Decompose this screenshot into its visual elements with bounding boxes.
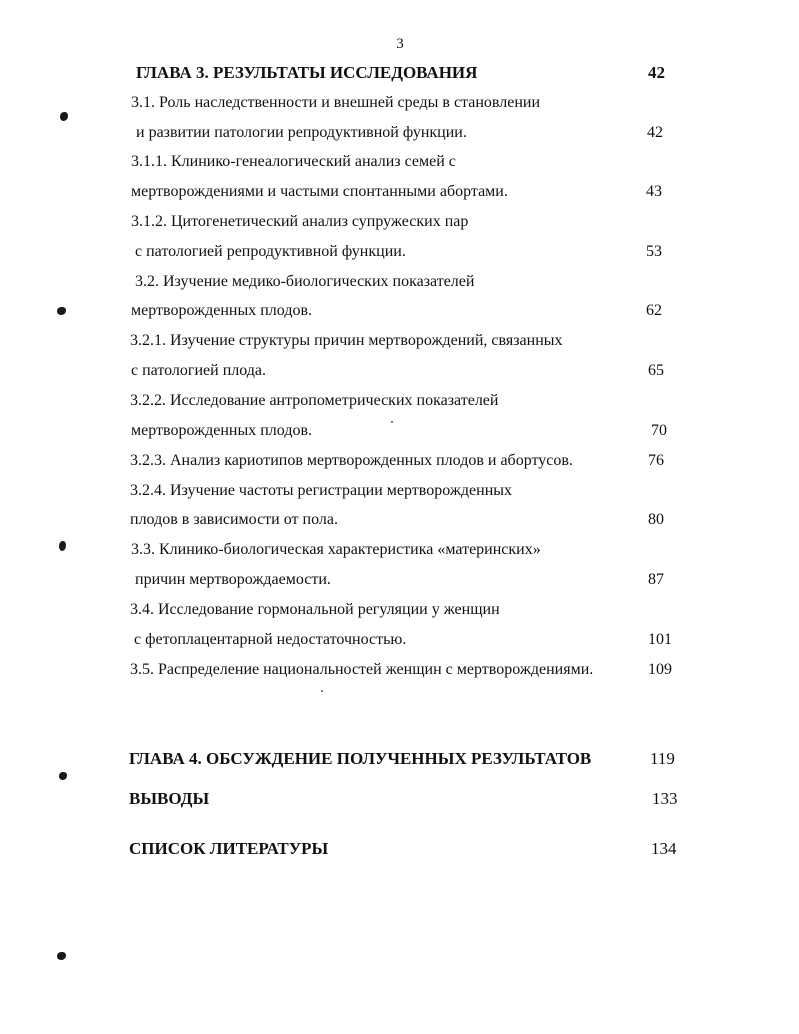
toc-entry: [0, 360, 799, 382]
toc-entry: [0, 390, 799, 412]
toc-entry-page: 76: [648, 452, 664, 469]
toc-entry: [0, 211, 799, 233]
toc-entry: [0, 599, 799, 621]
toc-heading-references: [0, 838, 799, 860]
toc-entry-text: 3.4. Исследование гормональной регуляции у женщин: [130, 601, 500, 618]
scan-speck: [321, 690, 323, 692]
toc-entry-text: причин мертворождаемости.: [135, 571, 331, 588]
scan-speck: [391, 421, 393, 423]
toc-entry: [0, 241, 799, 263]
toc-entry-text: с фетоплацентарной недостаточностью.: [134, 631, 407, 648]
toc-entry-page: 87: [648, 571, 664, 588]
toc-entry-text: 3.2.1. Изучение структуры причин мертворождений, связанных: [130, 332, 563, 349]
toc-entry-page: 101: [648, 631, 672, 648]
toc-entry-text: с патологией репродуктивной функции.: [135, 243, 406, 260]
toc-entry: [0, 122, 799, 144]
toc-entry-page: 53: [646, 243, 662, 260]
toc-heading-conclusions: [0, 788, 799, 810]
toc-entry-page: 119: [650, 749, 675, 768]
toc-entry: [0, 659, 799, 681]
toc-entry: [0, 330, 799, 352]
toc-entry-text: мертворожденных плодов.: [131, 302, 313, 319]
toc-entry-page: 133: [652, 789, 678, 808]
toc-entry-text: 3.2. Изучение медико-биологических показателей: [135, 273, 475, 290]
toc-entry-text: 3.2.3. Анализ кариотипов мертворожденных плодов и абортусов.: [130, 452, 573, 469]
toc-entry-text: 3.3. Клинико-биологическая характеристика «материнских»: [131, 541, 541, 558]
toc-entry-text: и развитии патологии репродуктивной функции.: [136, 124, 467, 141]
toc-entry-text: ВЫВОДЫ: [129, 789, 210, 808]
toc-entry: [0, 480, 799, 502]
toc-entry-text: СПИСОК ЛИТЕРАТУРЫ: [129, 839, 329, 858]
toc-entry: [0, 420, 799, 442]
toc-heading-chapter-4: [0, 748, 799, 770]
toc-entry-text: 3.2.2. Исследование антропометрических показателей: [130, 392, 499, 409]
toc-entry-text: 3.2.4. Изучение частоты регистрации мертворожденных: [130, 482, 513, 499]
toc-entry: [0, 450, 799, 472]
toc-entry-page: 65: [648, 362, 664, 379]
page-number: 3: [396, 36, 404, 52]
toc-entry-text: 3.1.2. Цитогенетический анализ супружеских пар: [131, 213, 469, 230]
scan-blot: [60, 112, 68, 121]
toc-entry-page: 62: [646, 302, 662, 319]
toc-heading-chapter-3: [0, 62, 799, 84]
toc-entry-text: 3.1.1. Клинико-генеалогический анализ семей с: [131, 153, 456, 170]
toc-entry: [0, 181, 799, 203]
toc-entry-page: 43: [646, 183, 662, 200]
toc-entry-text: плодов в зависимости от пола.: [130, 511, 338, 528]
toc-entry-page: 134: [651, 839, 677, 858]
toc-entry-page: 109: [648, 661, 672, 678]
scan-blot: [57, 952, 66, 960]
toc-entry-page: 80: [648, 511, 664, 528]
toc-entry: [0, 569, 799, 591]
toc-entry-text: 3.5. Распределение национальностей женщин с мертворождениями.: [130, 661, 594, 678]
toc-entry-page: 42: [647, 124, 663, 141]
toc-entry-text: мертворождениями и частыми спонтанными абортами.: [131, 183, 508, 200]
toc-entry: [0, 629, 799, 651]
toc-entry: [0, 300, 799, 322]
toc-entry: [0, 509, 799, 531]
toc-entry-text: ГЛАВА 4. ОБСУЖДЕНИЕ ПОЛУЧЕННЫХ РЕЗУЛЬТАТОВ: [129, 749, 592, 768]
toc-entry-text: ГЛАВА 3. РЕЗУЛЬТАТЫ ИССЛЕДОВАНИЯ: [136, 63, 478, 82]
toc-entry-text: с патологией плода.: [131, 362, 267, 379]
scan-blot: [59, 772, 67, 780]
toc-entry-page: 70: [651, 422, 667, 439]
toc-entry: [0, 92, 799, 114]
toc-entry: [0, 539, 799, 561]
toc-entry-text: мертворожденных плодов.: [131, 422, 313, 439]
toc-entry: [0, 271, 799, 293]
toc-entry-page: 42: [648, 63, 665, 82]
toc-entry: [0, 151, 799, 173]
toc-entry-text: 3.1. Роль наследственности и внешней среды в становлении: [131, 94, 541, 111]
